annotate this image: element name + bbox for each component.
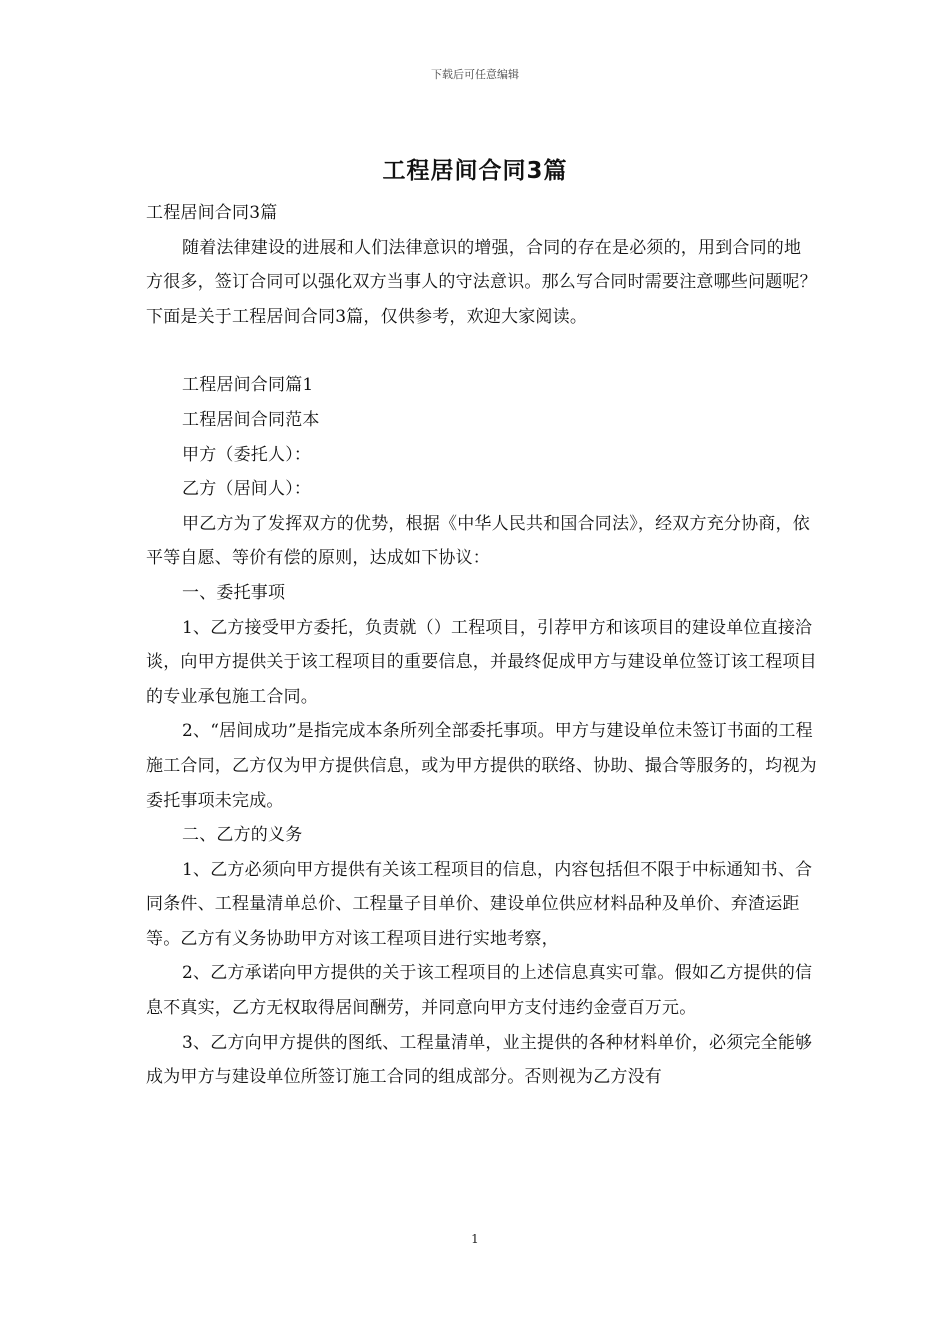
document-body xyxy=(146,196,818,1095)
party-a-line: 甲方（委托人）： xyxy=(182,444,312,465)
clause-heading-party-b-obligations: 二、乙方的义务 xyxy=(182,825,303,846)
contract-template-label: 工程居间合同范本 xyxy=(182,409,320,430)
clause-1-2: 2、“居间成功”是指完成本条所列全部委托事项。甲方与建设单位未签订书面的工程施工合同，乙方仅为甲方提供信息，或为甲方提供的联络、协助、撮合等服务的，均视为委托事项未完成。 xyxy=(146,721,817,811)
clause-2-2: 2、乙方承诺向甲方提供的关于该工程项目的上述信息真实可靠。假如乙方提供的信息不真实，乙方无权取得居间酬劳，并同意向甲方支付违约金壹百万元。 xyxy=(146,963,813,1019)
blank-line xyxy=(146,334,818,368)
section-heading-part-1: 工程居间合同篇1 xyxy=(182,375,314,396)
clause-1-1: 1、乙方接受甲方委托，负责就（）工程项目，引荐甲方和该项目的建设单位直接洽谈，向甲方提供关于该工程项目的重要信息，并最终促成甲方与建设单位签订该工程项目的专业承包施工合同。 xyxy=(146,617,817,707)
clause-2-1: 1、乙方必须向甲方提供有关该工程项目的信息，内容包括但不限于中标通知书、合同条件、工程量清单总价、工程量子目单价、建设单位供应材料品种及单价、弃渣运距等。乙方有义务协助甲方对该工程项目进行实地考察， xyxy=(146,859,813,949)
clause-heading-entrusted-matters: 一、委托事项 xyxy=(182,582,286,603)
agreement-preamble: 甲乙方为了发挥双方的优势，根据《中华人民共和国合同法》，经双方充分协商，依平等自愿、等价有偿的原则，达成如下协议： xyxy=(146,513,810,569)
document-title: 工程居间合同3篇 xyxy=(382,158,568,184)
header-note: 下载后可任意编辑 xyxy=(431,68,519,81)
intro-paragraph: 随着法律建设的进展和人们法律意识的增强，合同的存在是必须的，用到合同的地方很多，签订合同可以强化双方当事人的守法意识。那么写合同时需要注意哪些问题呢？下面是关于工程居间合同3篇，仅供参考，欢迎大家阅读。 xyxy=(146,237,817,327)
subtitle-line: 工程居间合同3篇 xyxy=(146,203,278,223)
clause-2-3: 3、乙方向甲方提供的图纸、工程量清单，业主提供的各种材料单价，必须完全能够成为甲方与建设单位所签订施工合同的组成部分。否则视为乙方没有 xyxy=(146,1032,813,1088)
party-b-line: 乙方（居间人）： xyxy=(182,479,312,500)
page-number: 1 xyxy=(471,1232,479,1246)
